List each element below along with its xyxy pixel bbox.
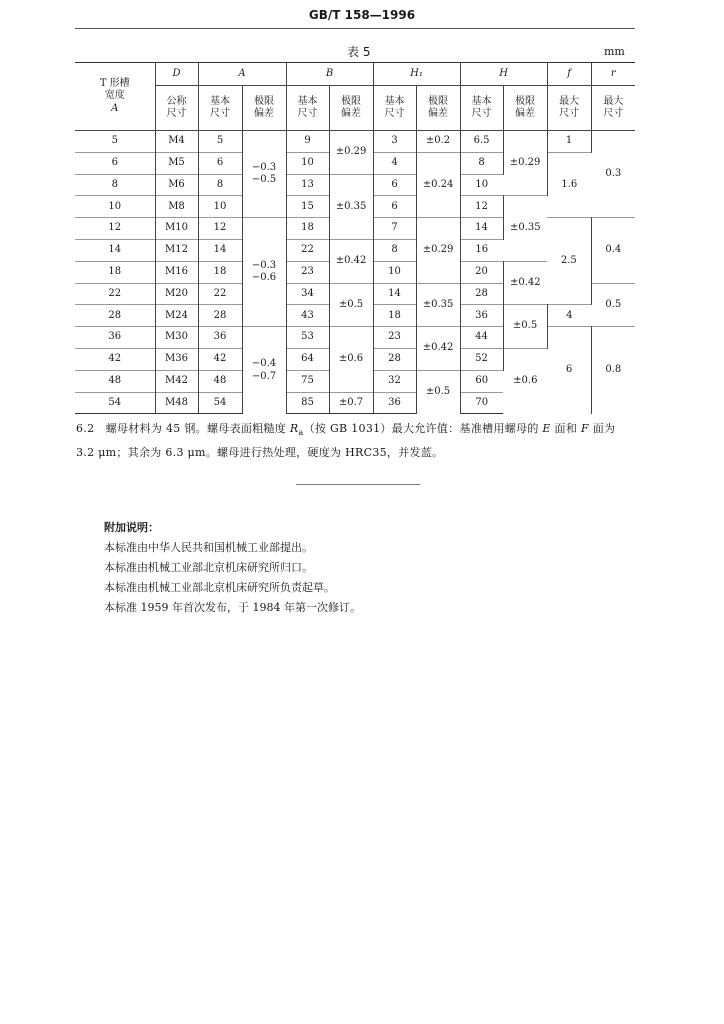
merged-cell: ±0.42 — [503, 261, 547, 305]
page-header: GB/T 158—1996 — [308, 8, 416, 22]
table-cell: 44 — [460, 327, 503, 349]
table-cell: 10 — [373, 261, 416, 283]
sub-header: 基本 尺寸 — [460, 86, 503, 131]
table-cell: M24 — [155, 305, 198, 327]
table-unit: mm — [604, 45, 625, 58]
table-cell: 23 — [373, 327, 416, 349]
table-cell: 10 — [198, 196, 242, 218]
table-body — [75, 131, 635, 414]
table-cell: M48 — [155, 392, 198, 414]
table-cell: 52 — [460, 348, 503, 370]
merged-cell: ±0.35 — [416, 283, 460, 327]
table-cell: M6 — [155, 174, 198, 196]
merged-cell: 0.4 — [591, 218, 635, 283]
table-cell: 6 — [373, 174, 416, 196]
table-cell: 6.5 — [460, 131, 503, 153]
table-cell: 16 — [460, 239, 503, 261]
table-caption: 表 5 — [347, 45, 371, 59]
table-cell: 14 — [460, 218, 503, 240]
merged-cell: 0.3 — [605, 167, 622, 179]
table-cell: 14 — [75, 239, 155, 261]
table-cell: 8 — [460, 152, 503, 174]
merged-cell: 1 — [547, 131, 591, 153]
merged-cell: ±0.35 — [503, 196, 547, 261]
group-header-r: r — [591, 63, 635, 86]
table-cell: 14 — [198, 239, 242, 261]
table-cell: 6 — [373, 196, 416, 218]
table-cell: 18 — [286, 218, 329, 240]
merged-cell: ±0.6 — [503, 348, 547, 413]
table-cell: M20 — [155, 283, 198, 305]
dimension-table — [75, 63, 635, 414]
merged-cell: −0.4 −0.7 — [242, 327, 286, 414]
merged-cell: −0.3 −0.6 — [242, 218, 286, 327]
sub-header: 基本 尺寸 — [286, 86, 329, 131]
table-cell: 36 — [460, 305, 503, 327]
sub-header: 公称 尺寸 — [155, 86, 198, 131]
note-line: 本标准由中华人民共和国机械工业部提出。 — [104, 541, 313, 554]
table-cell: 18 — [75, 261, 155, 283]
table-cell: M4 — [155, 131, 198, 153]
sub-header: 极限 偏差 — [242, 86, 286, 131]
table-cell: 70 — [460, 392, 503, 414]
col-header-slot-width: T 形槽 宽度 A — [75, 63, 155, 131]
notes-title: 附加说明： — [104, 521, 159, 534]
table-cell: 6 — [75, 152, 155, 174]
table-cell: 28 — [460, 283, 503, 305]
group-header-f: f — [547, 63, 591, 86]
group-header-b: B — [286, 63, 373, 86]
merged-cell: ±0.42 — [416, 327, 460, 371]
table-cell: 13 — [286, 174, 329, 196]
table-cell: M16 — [155, 261, 198, 283]
table-cell: 8 — [75, 174, 155, 196]
table-cell: 5 — [198, 131, 242, 153]
sub-header: 极限 偏差 — [329, 86, 373, 131]
table-cell: 4 — [373, 152, 416, 174]
table-cell: 53 — [286, 327, 329, 349]
table-cell: 10 — [286, 152, 329, 174]
table-cell: 7 — [373, 218, 416, 240]
merged-cell: ±0.29 — [503, 131, 547, 196]
merged-cell: ±0.42 — [329, 239, 373, 283]
sub-header: 基本 尺寸 — [373, 86, 416, 131]
table-cell: 64 — [286, 348, 329, 370]
table-cell: 18 — [373, 305, 416, 327]
merged-cell: ±0.6 — [329, 327, 373, 392]
merged-cell: ±0.24 — [416, 152, 460, 217]
table-cell: 28 — [198, 305, 242, 327]
merged-cell: ±0.5 — [416, 370, 460, 414]
sub-header: 最大 尺寸 — [547, 86, 591, 131]
note-line: 本标准由机械工业部北京机床研究所归口。 — [104, 561, 313, 574]
table-cell: 34 — [286, 283, 329, 305]
table-cell: 54 — [198, 392, 242, 414]
table-cell: 12 — [75, 218, 155, 240]
table-cell: 75 — [286, 370, 329, 392]
merged-cell: 1.6 — [547, 152, 591, 217]
merged-cell: 0.8 — [591, 327, 635, 414]
table-cell: 10 — [460, 174, 503, 196]
group-header-h: H — [460, 63, 547, 86]
table-row — [75, 131, 635, 153]
table-cell: 42 — [198, 348, 242, 370]
table-cell: 32 — [373, 370, 416, 392]
sub-header: 最大 尺寸 — [591, 86, 635, 131]
sub-header: 极限 偏差 — [503, 86, 547, 131]
group-header-a: A — [198, 63, 286, 86]
table-cell: 20 — [460, 261, 503, 283]
table-cell: 28 — [373, 348, 416, 370]
section-divider — [296, 484, 420, 485]
merged-cell: ±0.5 — [503, 305, 547, 349]
merged-cell: ±0.29 — [416, 218, 460, 283]
table-cell: 48 — [198, 370, 242, 392]
sub-header: 基本 尺寸 — [198, 86, 242, 131]
table-cell: M5 — [155, 152, 198, 174]
paragraph-6-2: 6.2 螺母材料为 45 钢。螺母表面粗糙度 $R_a$（按 GB 1031）最大允许值：基准槽用螺母的 E 面和 F 面为 3.2 μm；其余为 6.3 μm。螺母进行热处理，硬度为 HRC35，并发蓝。 — [76, 422, 616, 460]
table-cell: 23 — [286, 261, 329, 283]
table-cell: 36 — [198, 327, 242, 349]
table-cell: M42 — [155, 370, 198, 392]
table-cell: 28 — [75, 305, 155, 327]
table-cell: M30 — [155, 327, 198, 349]
merged-cell: 0.5 — [591, 283, 635, 327]
table-cell: 5 — [75, 131, 155, 153]
table-cell: 14 — [373, 283, 416, 305]
table-cell: 22 — [75, 283, 155, 305]
table-cell: 22 — [198, 283, 242, 305]
table-cell: 10 — [75, 196, 155, 218]
table-cell: 36 — [373, 392, 416, 414]
sub-header: 极限 偏差 — [416, 86, 460, 131]
table-cell: 85 — [286, 392, 329, 414]
table-cell: 36 — [75, 327, 155, 349]
table-cell: M10 — [155, 218, 198, 240]
table-cell: 8 — [198, 174, 242, 196]
header-rule — [75, 28, 635, 29]
table-cell: 6 — [198, 152, 242, 174]
table-cell: 9 — [286, 131, 329, 153]
table-cell: 18 — [198, 261, 242, 283]
table-cell: M36 — [155, 348, 198, 370]
merged-cell: ±0.7 — [329, 392, 373, 414]
table-cell: 8 — [373, 239, 416, 261]
merged-cell: 2.5 — [547, 218, 591, 305]
merged-cell: 4 — [547, 305, 591, 327]
table-cell: 22 — [286, 239, 329, 261]
note-line: 本标准由机械工业部北京机床研究所负责起草。 — [104, 581, 335, 594]
table-cell: 54 — [75, 392, 155, 414]
merged-cell: 6 — [547, 327, 591, 414]
table-cell: 43 — [286, 305, 329, 327]
table-cell: M8 — [155, 196, 198, 218]
merged-cell: ±0.35 — [329, 174, 373, 239]
group-header-h1: H₁ — [373, 63, 460, 86]
table-cell: 12 — [460, 196, 503, 218]
table-row — [75, 327, 635, 349]
table-cell: 3 — [373, 131, 416, 153]
merged-cell: ±0.29 — [329, 131, 373, 175]
table-cell: M12 — [155, 239, 198, 261]
merged-cell: ±0.5 — [329, 283, 373, 327]
merged-cell: −0.3 −0.5 — [242, 131, 286, 218]
table-cell: 42 — [75, 348, 155, 370]
table-cell: 48 — [75, 370, 155, 392]
table-cell: 60 — [460, 370, 503, 392]
additional-notes — [104, 518, 361, 618]
table-cell: 12 — [198, 218, 242, 240]
table-cell: 15 — [286, 196, 329, 218]
note-line: 本标准 1959 年首次发布，于 1984 年第一次修订。 — [104, 601, 361, 614]
sub-header-row — [75, 86, 635, 131]
group-header-d: D — [155, 63, 198, 86]
merged-cell: ±0.2 — [416, 131, 460, 153]
